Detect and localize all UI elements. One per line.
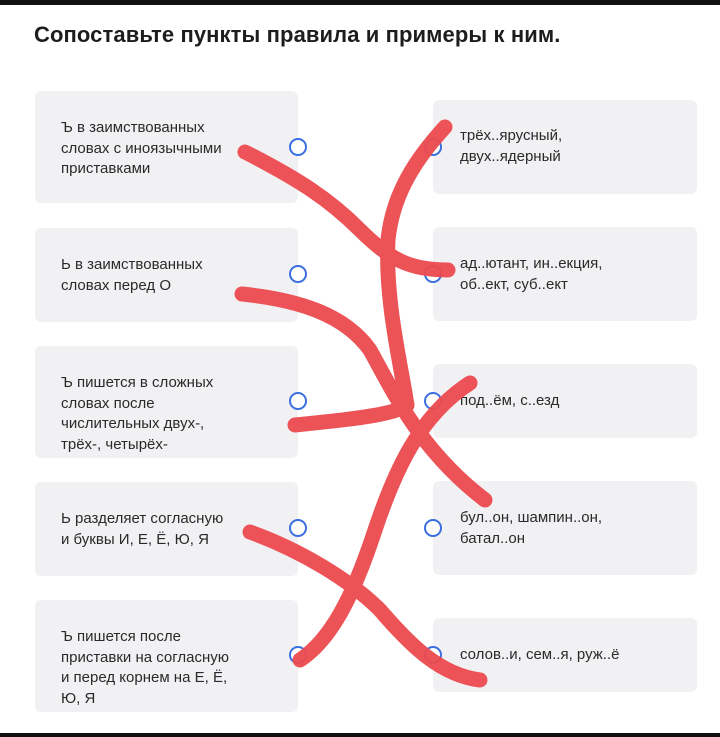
example-label: солов..и, сем..я, руж..ё (460, 646, 620, 663)
example-card-5[interactable] (433, 618, 697, 692)
rule-card-3[interactable] (35, 346, 298, 458)
rule-label: Ъ в заимствованных словах с иноязычными приставками (61, 119, 222, 177)
rule-label: Ъ пишется в сложных словах после числительных двух-, трёх-, четырёх- (61, 374, 214, 453)
example-5-radio[interactable] (424, 646, 442, 664)
rule-label: Ь в заимствованных словах перед О (61, 256, 203, 294)
example-3-radio[interactable] (424, 392, 442, 410)
rule-card-1[interactable] (35, 91, 298, 203)
example-card-2[interactable] (433, 227, 697, 321)
rule-4-radio[interactable] (289, 519, 307, 537)
example-label: трёх..ярусный, двух..ядерный (460, 127, 563, 165)
page-title: Сопоставьте пункты правила и примеры к ним. (34, 22, 561, 47)
rule-5-radio[interactable] (289, 646, 307, 664)
rule-label: Ь разделяет согласную и буквы И, Е, Ё, Ю, Я (61, 510, 224, 548)
example-label: ад..ютант, ин..екция, об..ект, суб..ект (460, 255, 603, 293)
rule-card-5[interactable] (35, 600, 298, 712)
example-label: под..ём, с..езд (460, 392, 560, 409)
rule-3-radio[interactable] (289, 392, 307, 410)
rule-card-4[interactable] (35, 482, 298, 576)
line-rule3-to-example1 (295, 127, 445, 425)
example-4-radio[interactable] (424, 519, 442, 537)
example-card-4[interactable] (433, 481, 697, 575)
example-card-1[interactable] (433, 100, 697, 194)
rule-card-2[interactable] (35, 228, 298, 322)
example-label: бул..он, шампин..он, батал..он (460, 509, 603, 547)
example-1-radio[interactable] (424, 138, 442, 156)
rule-2-radio[interactable] (289, 265, 307, 283)
rule-1-radio[interactable] (289, 138, 307, 156)
example-2-radio[interactable] (424, 265, 442, 283)
bottom-border (0, 733, 720, 737)
example-card-3[interactable] (433, 364, 697, 438)
rule-label: Ъ пишется после приставки на согласную и перед корнем на Е, Ё, Ю, Я (61, 628, 230, 707)
top-border (0, 0, 720, 5)
